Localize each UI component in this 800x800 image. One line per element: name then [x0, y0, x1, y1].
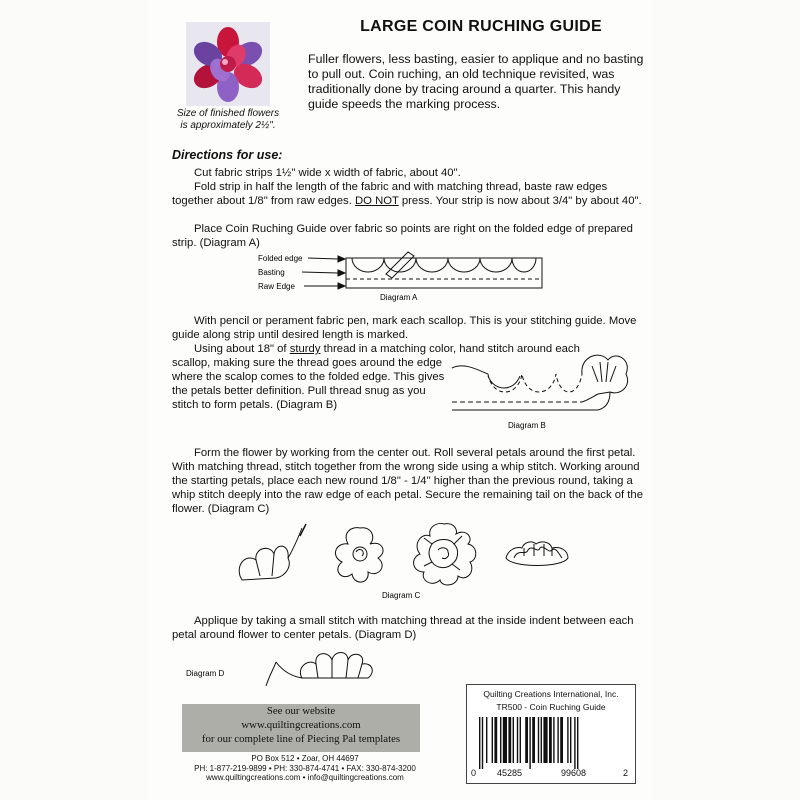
diagram-b — [448, 352, 638, 434]
barcode-bar — [529, 717, 530, 769]
intro-text: Fuller flowers, less basting, easier to applique and no basting to pull out. Coin ruching, an old technique revisited, was traditionally done by tracing around a quarter. This handy guide speeds the marking process. — [308, 52, 644, 111]
step-fold-strip — [172, 180, 648, 208]
raw-edge-label: Raw Edge — [258, 282, 295, 291]
barcode-bar — [513, 717, 514, 763]
barcode-bar — [532, 717, 535, 763]
website-line-3: for our complete line of Piecing Pal templates — [201, 733, 401, 745]
step-place-guide — [172, 222, 648, 250]
barcode-bar — [482, 717, 483, 769]
diagram-a-caption: Diagram A — [380, 293, 418, 302]
do-not-emphasis: DO NOT — [355, 195, 399, 207]
directions-heading: Directions for use: — [172, 148, 283, 162]
company-name: Quilting Creations International, Inc. — [483, 689, 619, 699]
barcode-bar — [538, 717, 539, 763]
barcode-bar — [567, 717, 568, 763]
place-guide-text: Place Coin Ruching Guide over fabric so points are right on the folded edge of prepared strip. (Diagram A) — [172, 223, 633, 249]
barcode-bar — [560, 717, 563, 763]
barcode-bar — [570, 717, 571, 763]
diagram-c — [230, 518, 580, 602]
diagram-a — [256, 250, 556, 306]
barcode-group-1: 45285 — [497, 768, 523, 778]
barcode-label — [466, 684, 636, 784]
fold-strip-text: Fold strip in half the length of the fabric and with matching thread, baste raw edges together about 1/8" from raw edges. — [172, 181, 608, 207]
diagram-b-caption: Diagram B — [508, 421, 546, 430]
barcode-bar — [541, 717, 542, 763]
barcode-bar — [486, 717, 487, 763]
caption-line-1: Size of finished flowers — [176, 108, 280, 119]
form-flower-text: Form the flower by working from the center out. Roll several petals around the first petal. With matching thread, stitch together from the wrong side using a whip stitch. Working around the starting petals, place each new round 1/8" - 1/4" higher than the previous round, taking a whip stitch deeply into the raw edge of each petal. Secure the remaining tail on the back of the flower. (Diagram C) — [172, 447, 643, 515]
stitch-text-b: thread in a matching color, hand stitch around each — [323, 343, 580, 355]
page-title: LARGE COIN RUCHING GUIDE — [360, 18, 602, 35]
website-banner — [182, 704, 420, 752]
diagram-c-caption: Diagram C — [382, 591, 421, 600]
website-line-1: See our website — [266, 705, 336, 717]
step-form-flower — [172, 446, 648, 516]
fold-strip-text-end: press. Your strip is now about 3/4" by about 40". — [401, 195, 642, 207]
barcode-bar — [492, 717, 493, 763]
contact-info — [170, 754, 440, 783]
barcode-bar — [525, 717, 528, 763]
postal-address: PO Box 512 • Zoar, OH 44697 — [251, 754, 359, 763]
photo-caption — [162, 108, 294, 132]
barcode-bar — [574, 717, 575, 769]
website-url: www.quiltingcreations.com — [241, 719, 361, 731]
diagram-d-caption: Diagram D — [186, 669, 225, 678]
barcode-bar — [557, 717, 558, 763]
product-code: TR500 - Coin Ruching Guide — [496, 702, 606, 712]
step-applique — [172, 614, 648, 642]
barcode-bar — [479, 717, 480, 769]
barcode-digit-right: 2 — [623, 768, 629, 778]
finished-flower-photo — [186, 22, 270, 106]
barcode-bar — [553, 717, 554, 763]
phone-numbers: PH: 1-877-219-9899 • PH: 330-874-4741 • FAX: 330-874-3200 — [194, 763, 416, 773]
step-mark-scallops — [172, 314, 648, 342]
stitch-text-a: Using about 18" of — [194, 343, 287, 355]
barcode-bar — [508, 717, 511, 763]
barcode — [479, 717, 625, 769]
diagram-d — [186, 644, 386, 694]
barcode-group-2: 99608 — [561, 768, 587, 778]
barcode-bar — [543, 717, 547, 763]
basting-label: Basting — [258, 268, 285, 277]
mark-scallops-text: With pencil or perament fabric pen, mark each scallop. This is your stitching guide. Move guide along strip until desired length is marked. — [172, 315, 637, 341]
sturdy-emphasis: sturdy — [289, 343, 321, 355]
step-hand-stitch-cont: scallop, making sure the thread goes around the edge where the scalop comes to the folded edge. This gives the petals better definition. Pull thread snug as you stitch to form petals. (Diagram B) — [172, 357, 445, 411]
barcode-bar — [577, 717, 578, 769]
barcode-bar — [520, 717, 521, 763]
barcode-bar — [549, 717, 552, 763]
folded-edge-label: Folded edge — [258, 254, 303, 263]
barcode-bar — [500, 717, 501, 763]
applique-text: Applique by taking a small stitch with matching thread at the inside indent between each petal around flower to center petals. (Diagram D) — [172, 615, 634, 641]
barcode-bar — [503, 717, 507, 763]
barcode-bar — [517, 717, 518, 763]
web-email: www.quiltingcreations.com • info@quiltingcreations.com — [206, 773, 404, 782]
barcode-bar — [494, 717, 497, 763]
barcode-digit-left: 0 — [471, 768, 477, 778]
step-cut-strips: Cut fabric strips 1½" wide x width of fabric, about 40". — [194, 167, 461, 179]
caption-line-2: is approximately 2½". — [180, 120, 276, 131]
